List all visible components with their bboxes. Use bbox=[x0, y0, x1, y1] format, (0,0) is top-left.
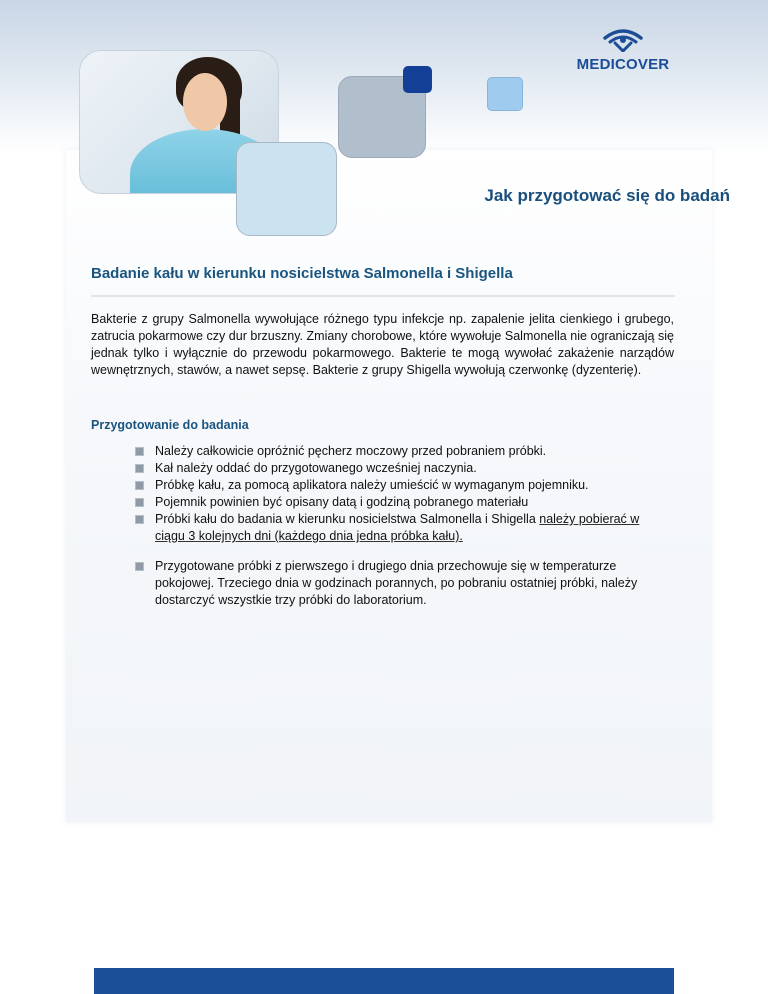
decor-square-sky bbox=[487, 77, 523, 111]
decor-square-navy bbox=[403, 66, 432, 93]
list-item: Pojemnik powinien być opisany datą i godziną pobranego materiału bbox=[135, 494, 665, 511]
square-bullet-icon bbox=[135, 464, 144, 473]
medicover-logo bbox=[570, 26, 676, 76]
logo-text: MEDICOVER bbox=[576, 56, 670, 73]
section-heading: Przygotowanie do badania bbox=[91, 418, 249, 432]
list-item: Kał należy oddać do przygotowanego wcześniej naczynia. bbox=[135, 460, 665, 477]
list-item-text: Próbki kału do badania w kierunku nosicielstwa Salmonella i Shigella bbox=[155, 512, 540, 526]
intro-paragraph: Bakterie z grupy Salmonella wywołujące różnego typu infekcje np. zapalenie jelita cienkiego i grubego, zatrucia pokarmowe czy dur brzuszny. Zmiany chorobowe, które wywołuje Salmonella nie ograniczają się jednak tylko i wyłącznie do przewodu pokarmowego. Bakterie te mogą wywołać zakażenie narządów wewnętrznych, stawów, a nawet sepsę. Bakterie z grupy Shigella wywołują czerwonkę (dyzenterię). bbox=[91, 312, 674, 377]
square-bullet-icon bbox=[135, 498, 144, 507]
list-item: Należy całkowicie opróżnić pęcherz moczowy przed pobraniem próbki. bbox=[135, 443, 665, 460]
list-item: Przygotowane próbki z pierwszego i drugiego dnia przechowuje się w temperaturze pokojowej. Trzeciego dnia w godzinach porannych, po pobraniu ostatniej próbki, należy dostarczyć wszystkie trzy próbki do laboratorium. bbox=[135, 558, 665, 609]
divider bbox=[91, 295, 675, 297]
underlined-text: należy pobierać w ciągu 3 kolejnych dni (każdego dnia jedna próbka kału). bbox=[155, 512, 640, 543]
square-bullet-icon bbox=[135, 562, 144, 571]
square-bullet-icon bbox=[135, 447, 144, 456]
list-item: Próbkę kału, za pomocą aplikatora należy umieścić w wymaganym pojemniku. bbox=[135, 477, 665, 494]
list-item bbox=[135, 511, 665, 545]
document-title: Jak przygotować się do badań bbox=[484, 186, 730, 205]
decor-square-lightblue bbox=[236, 142, 337, 236]
footer-bar bbox=[94, 968, 674, 994]
page-heading: Badanie kału w kierunku nosicielstwa Salmonella i Shigella bbox=[91, 265, 513, 282]
square-bullet-icon bbox=[135, 515, 144, 524]
square-bullet-icon bbox=[135, 481, 144, 490]
medicover-logo-icon bbox=[601, 26, 645, 52]
preparation-list bbox=[135, 443, 665, 609]
